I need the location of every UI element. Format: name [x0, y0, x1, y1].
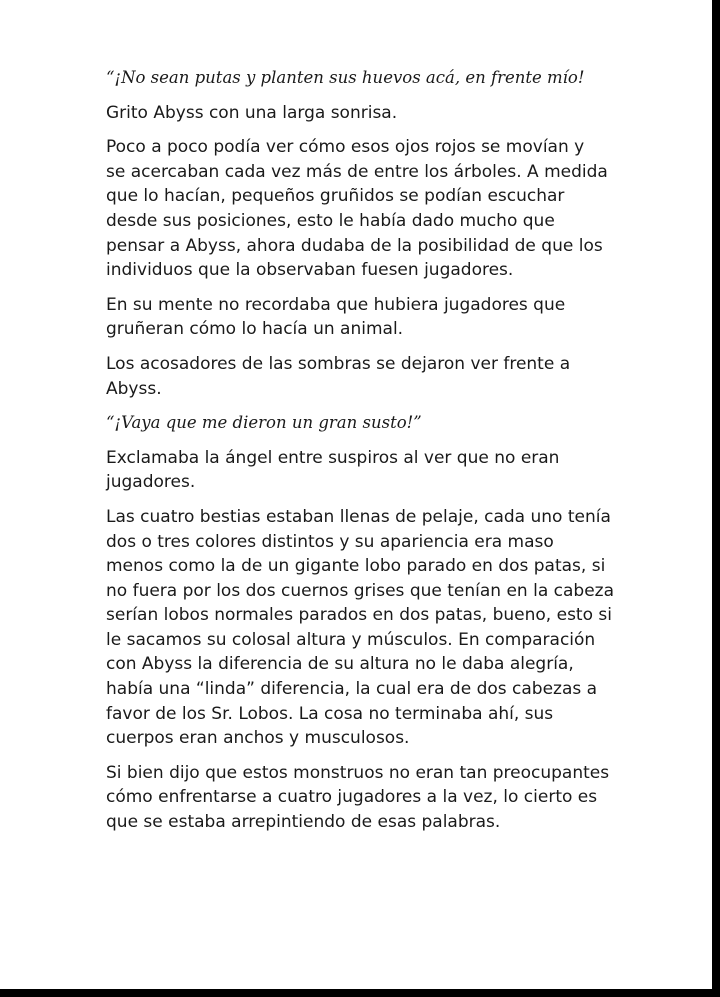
right-border — [712, 0, 720, 997]
paragraph: Las cuatro bestias estaban llenas de pelaje, cada uno tenía dos o tres colores distintos y su apariencia era maso menos como la de un gigante lobo parado en dos patas, si no fuera por los dos cuernos grises que tenían en la cabeza serían lobos normales parados en dos patas, bueno, esto si le sacamos su colosal altura y músculos. En comparación con Abyss la diferencia de su altura no le daba alegría, había una “linda” diferencia, la cual era de dos cabezas a favor de los Sr. Lobos. La cosa no terminaba ahí, sus cuerpos eran anchos y musculosos. — [106, 506, 614, 749]
bottom-border — [0, 989, 720, 997]
paragraph: Poco a poco podía ver cómo esos ojos rojos se movían y se acercaban cada vez más de entre los árboles. A medida que lo hacían, pequeños gruñidos se podían escuchar desde sus posiciones, esto le había dado mucho que pensar a Abyss, ahora dudaba de la posibilidad de que los individuos que la observaban fuesen jugadores. — [106, 137, 608, 281]
document-body — [106, 66, 626, 845]
paragraph: Si bien dijo que estos monstruos no eran tan preocupantes cómo enfrentarse a cuatro jugadores a la vez, lo cierto es que se estaba arrepintiendo de esas palabras. — [106, 762, 610, 833]
dialogue-line: “¡No sean putas y planten sus huevos acá, en frente mío! — [106, 68, 585, 87]
paragraph: En su mente no recordaba que hubiera jugadores que gruñeran cómo lo hacía un animal. — [106, 294, 566, 340]
paragraph: Los acosadores de las sombras se dejaron ver frente a Abyss. — [106, 353, 571, 399]
paragraph: Grito Abyss con una larga sonrisa. — [106, 102, 398, 123]
dialogue-line: “¡Vaya que me dieron un gran susto!” — [106, 413, 422, 433]
paragraph: Exclamaba la ángel entre suspiros al ver que no eran jugadores. — [106, 447, 560, 493]
